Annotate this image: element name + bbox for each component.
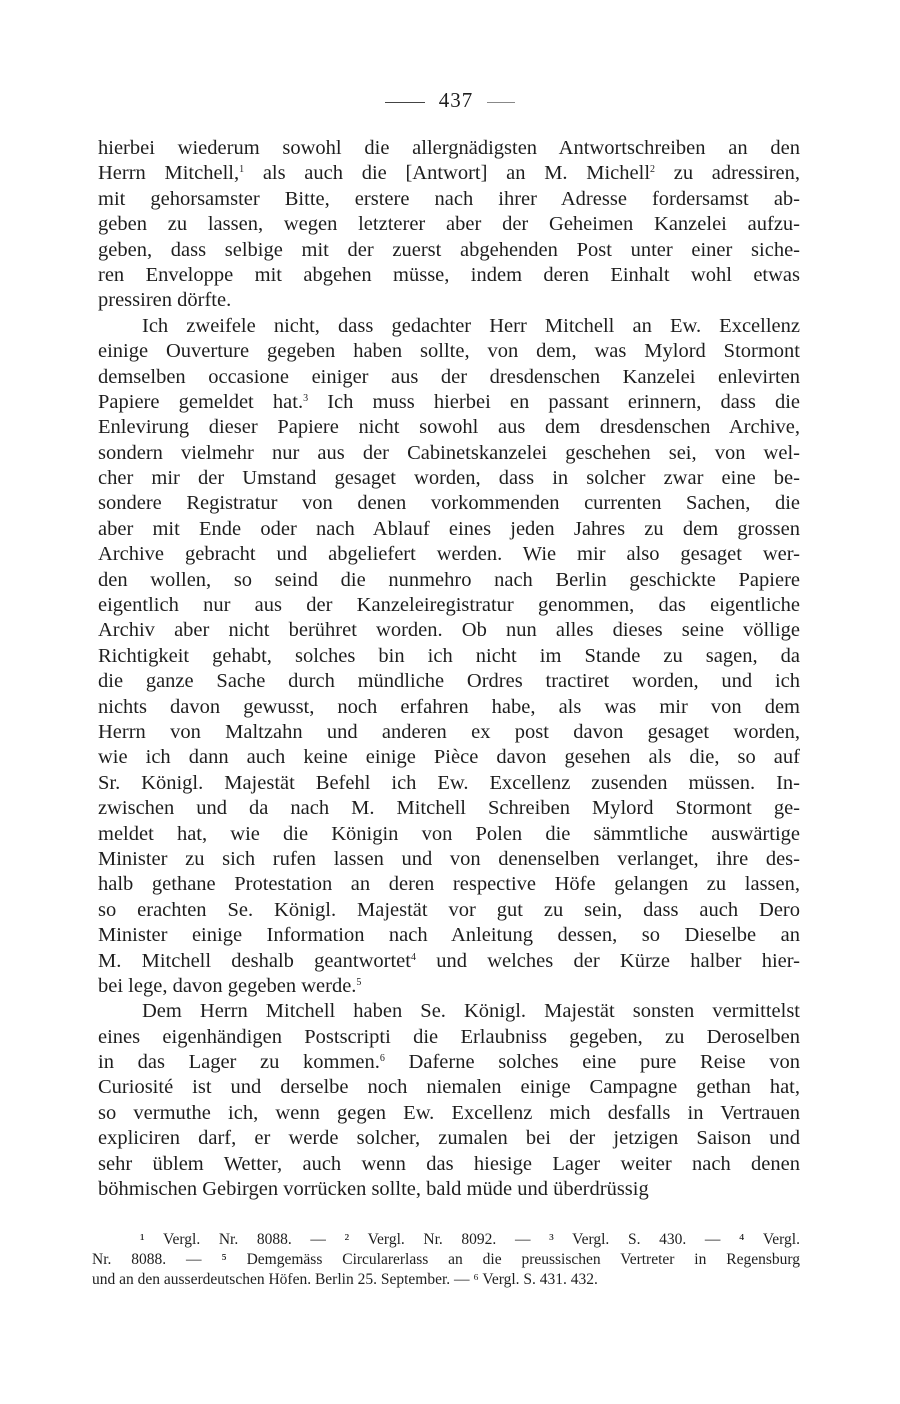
text-segment: den wollen, so seind die nunmehro nach Berlin geschickte Papiere bbox=[98, 568, 800, 591]
text-segment: Archiv aber nicht berühret worden. Ob nun alles dieses seine völlige bbox=[98, 619, 800, 642]
footnote-marker: 4 bbox=[410, 951, 416, 963]
text-line bbox=[98, 923, 800, 948]
text-line bbox=[98, 238, 800, 263]
text-line bbox=[98, 1126, 800, 1151]
text-line bbox=[98, 949, 800, 974]
text-segment: demselben occasione einiger aus der dresdenschen Kanzelei enlevirten bbox=[98, 365, 800, 388]
text-line bbox=[98, 695, 800, 720]
text-segment: Sr. Königl. Majestät Befehl ich Ew. Excellenz zusenden müssen. In- bbox=[98, 771, 800, 794]
text-line bbox=[98, 644, 800, 669]
text-segment: Minister zu sich rufen lassen und von denenselben verlanget, ihre des- bbox=[98, 847, 800, 870]
text-segment: hierbei wiederum sowohl die allergnädigsten Antwortschreiben an den bbox=[98, 137, 800, 159]
text-segment: meldet hat, wie die Königin von Polen die sämmtliche auswärtige bbox=[98, 822, 800, 845]
text-line bbox=[98, 745, 800, 770]
text-line bbox=[98, 1025, 800, 1050]
text-line bbox=[98, 339, 800, 364]
text-line bbox=[98, 669, 800, 694]
text-segment: aber mit Ende oder nach Ablauf eines jeden Jahres zu dem grossen bbox=[98, 517, 800, 540]
text-segment: geben zu lassen, wegen letzterer aber der Geheimen Kanzelei aufzu- bbox=[98, 213, 800, 236]
text-line bbox=[98, 263, 800, 288]
footnote-line: und an den ausserdeutschen Höfen. Berlin 25. September. — ⁶ Vergl. S. 431. 432. bbox=[92, 1271, 598, 1288]
text-segment: sehr üblem Wetter, auch wenn das hiesige Lager weiter nach denen bbox=[98, 1152, 800, 1175]
text-line bbox=[98, 136, 800, 161]
text-segment: so erachten Se. Königl. Majestät vor gut zu sein, dass auch Dero bbox=[98, 898, 800, 921]
text-segment: zwischen und da nach M. Mitchell Schreiben Mylord Stormont ge- bbox=[98, 797, 800, 820]
text-line bbox=[98, 441, 800, 466]
text-line bbox=[98, 517, 800, 542]
text-segment: Archive gebracht und abgeliefert werden. Wie mir also gesaget wer- bbox=[98, 543, 800, 566]
text-segment: böhmischen Gebirgen vorrücken sollte, bald müde und überdrüssig bbox=[98, 1178, 649, 1201]
text-line bbox=[98, 1050, 800, 1075]
text-line bbox=[98, 415, 800, 440]
text-line bbox=[98, 1152, 800, 1177]
text-segment: mit gehorsamster Bitte, erstere nach ihrer Adresse fordersamst ab- bbox=[98, 187, 800, 210]
text-line bbox=[98, 390, 800, 415]
main-text bbox=[98, 136, 800, 1202]
text-line bbox=[98, 1101, 800, 1126]
text-segment: einige Ouverture gegeben haben sollte, von dem, was Mylord Stormont bbox=[98, 340, 800, 363]
text-segment: cher mir der Umstand gesaget worden, dass in solcher zwar eine be- bbox=[98, 467, 800, 490]
text-segment: M. Mitchell deshalb geantwortet bbox=[98, 949, 411, 972]
text-segment: expliciren darf, er werde solcher, zumalen bei der jetzigen Saison und bbox=[98, 1127, 800, 1150]
text-line bbox=[98, 1075, 800, 1100]
text-line bbox=[98, 212, 800, 237]
text-line bbox=[98, 314, 800, 339]
text-segment: Ich muss hierbei en passant erinnern, dass die bbox=[308, 390, 800, 413]
text-line bbox=[98, 974, 800, 999]
text-segment: in das Lager zu kommen. bbox=[98, 1051, 380, 1074]
text-line bbox=[98, 593, 800, 618]
text-segment: wie ich dann auch keine einige Pièce davon gesehen als die, so auf bbox=[98, 746, 800, 769]
text-line bbox=[98, 288, 800, 313]
footnote-marker: 2 bbox=[650, 164, 656, 176]
footnote-line: ¹ Vergl. Nr. 8088. — ² Vergl. Nr. 8092. — ³ Vergl. S. 430. — ⁴ Vergl. bbox=[140, 1231, 800, 1248]
text-line bbox=[98, 1177, 800, 1202]
text-line bbox=[98, 365, 800, 390]
text-segment: und welches der Kürze halber hier- bbox=[415, 949, 800, 972]
footnote-marker: 3 bbox=[303, 392, 309, 404]
footnote-marker: 6 bbox=[379, 1053, 385, 1065]
text-line bbox=[98, 161, 800, 186]
text-line bbox=[98, 822, 800, 847]
text-line bbox=[98, 466, 800, 491]
text-segment: Herrn von Maltzahn und anderen ex post davon gesaget worden, bbox=[98, 720, 800, 743]
text-segment: sondern vielmehr nur aus der Cabinetskanzelei geschehen sei, von wel- bbox=[98, 441, 800, 464]
text-line bbox=[98, 872, 800, 897]
text-segment: eigentlich nur aus der Kanzeleiregistratur genommen, das eigentliche bbox=[98, 594, 800, 617]
text-segment: ren Enveloppe mit abgehen müsse, indem deren Einhalt wohl etwas bbox=[98, 263, 800, 286]
text-line bbox=[98, 187, 800, 212]
text-segment: Daferne solches eine pure Reise von bbox=[384, 1051, 800, 1074]
page-number: 437 bbox=[438, 88, 474, 112]
text-segment: zu adressiren, bbox=[655, 162, 801, 185]
text-segment: die ganze Sache durch mündliche Ordres tractiret worden, und ich bbox=[98, 670, 800, 693]
header-rule-left bbox=[385, 102, 425, 103]
footnote-marker: 1 bbox=[239, 164, 245, 176]
footnote-marker: 5 bbox=[356, 976, 362, 988]
text-segment: sondere Registratur von denen vorkommenden currenten Sachen, die bbox=[98, 492, 800, 515]
text-segment: eines eigenhändigen Postscripti die Erlaubniss gegeben, zu Deroselben bbox=[98, 1025, 800, 1048]
header-rule-right bbox=[487, 102, 515, 103]
text-segment: Enlevirung dieser Papiere nicht sowohl aus dem dresdenschen Archive, bbox=[98, 416, 800, 439]
text-segment: halb gethane Protestation an deren respective Höfe gelangen zu lassen, bbox=[98, 873, 800, 896]
footnotes bbox=[92, 1230, 800, 1290]
text-segment: Curiosité ist und derselbe noch niemalen einige Campagne gethan hat, bbox=[98, 1076, 800, 1099]
text-line bbox=[98, 999, 800, 1024]
text-line bbox=[98, 847, 800, 872]
text-segment: so vermuthe ich, wenn gegen Ew. Excellenz mich desfalls in Vertrauen bbox=[98, 1101, 800, 1124]
text-line bbox=[98, 796, 800, 821]
text-line bbox=[98, 720, 800, 745]
text-segment: Ich zweifele nicht, dass gedachter Herr Mitchell an Ew. Excellenz bbox=[142, 314, 800, 337]
text-segment: bei lege, davon gegeben werde. bbox=[98, 974, 357, 997]
footnote-line: Nr. 8088. — ⁵ Demgemäss Circularerlass an die preussischen Vertreter in Regensburg bbox=[92, 1251, 800, 1268]
text-segment: Dem Herrn Mitchell haben Se. Königl. Majestät sonsten vermittelst bbox=[142, 1000, 800, 1023]
page-header bbox=[0, 88, 900, 113]
text-segment: Papiere gemeldet hat. bbox=[98, 390, 304, 413]
text-line bbox=[98, 898, 800, 923]
text-line bbox=[98, 618, 800, 643]
text-segment: Richtigkeit gehabt, solches bin ich nicht im Stande zu sagen, da bbox=[98, 644, 800, 667]
text-segment: Minister einige Information nach Anleitung dessen, so Dieselbe an bbox=[98, 924, 800, 947]
text-segment: Herrn Mitchell, bbox=[98, 162, 240, 185]
text-segment: nichts davon gewusst, noch erfahren habe, als was mir von dem bbox=[98, 695, 800, 718]
text-segment: geben, dass selbige mit der zuerst abgehenden Post unter einer siche- bbox=[98, 238, 800, 261]
text-line bbox=[98, 491, 800, 516]
text-line bbox=[98, 542, 800, 567]
text-segment: pressiren dörfte. bbox=[98, 289, 232, 312]
text-line bbox=[98, 771, 800, 796]
text-line bbox=[98, 568, 800, 593]
text-segment: als auch die [Antwort] an M. Michell bbox=[244, 162, 651, 185]
